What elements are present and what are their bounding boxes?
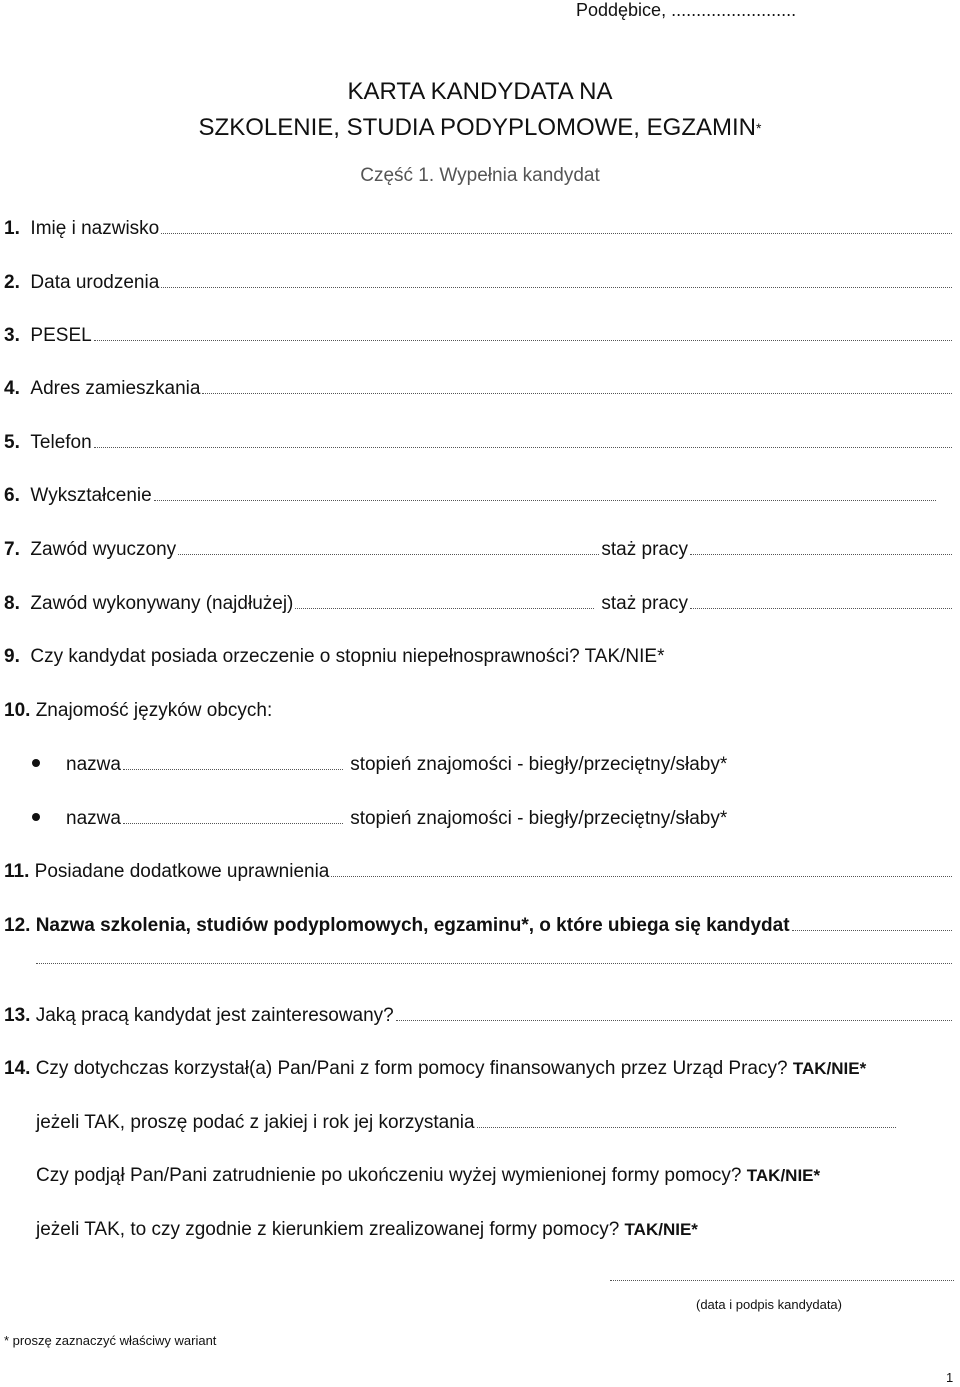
page-number: 1 [946, 1370, 954, 1385]
dotted-line [690, 607, 952, 609]
dotted-line [94, 339, 952, 341]
field-training-name[interactable]: 12. Nazwa szkolenia, studiów podyplomowych, egzaminu*, o które ubiega się kandydat [4, 915, 954, 937]
field-label-level: stopień znajomości - biegły/przeciętny/słaby* [350, 808, 728, 829]
place-date: Poddębice, ......................... [576, 0, 797, 20]
field-training-name-continued[interactable] [34, 962, 954, 968]
field-language-1[interactable] [32, 754, 772, 776]
title-line2-text: SZKOLENIE, STUDIA PODYPLOMOWE, EGZAMIN [198, 114, 756, 141]
field-current-profession[interactable]: 8. Zawód wykonywany (najdłużej) staż pracy [4, 593, 954, 615]
field-assistance-details[interactable] [36, 1112, 898, 1134]
part-subtitle: Część 1. Wypełnia kandydat [360, 165, 600, 186]
field-language-2[interactable] [32, 808, 772, 830]
field-label: Data urodzenia [30, 272, 160, 293]
field-label: Nazwa szkolenia, studiów podyplomowych, egzaminu*, o które ubiega się kandydat [35, 915, 790, 936]
dotted-line [202, 392, 952, 394]
field-label: Czy kandydat posiada orzeczenie o stopniu niepełnosprawności? TAK/NIE* [30, 646, 665, 667]
dotted-line [690, 553, 952, 555]
dotted-line [396, 1019, 952, 1021]
field-address[interactable]: 4. Adres zamieszkania [4, 378, 954, 400]
field-label: Czy podjął Pan/Pani zatrudnienie po ukończeniu wyżej wymienionej formy pomocy? [36, 1165, 742, 1186]
field-label-level: stopień znajomości - biegły/przeciętny/słaby* [350, 754, 728, 775]
field-label: Telefon [30, 432, 92, 453]
field-disability[interactable]: 9. Czy kandydat posiada orzeczenie o stopniu niepełnosprawności? TAK/NIE* [4, 646, 665, 667]
yes-no-option[interactable]: TAK/NIE* [624, 1220, 698, 1239]
dotted-line [331, 875, 952, 877]
field-label: Posiadane dodatkowe uprawnienia [34, 861, 330, 882]
field-label-seniority: staż pracy [601, 539, 688, 560]
signature-line[interactable] [610, 1268, 954, 1281]
field-label-seniority: staż pracy [601, 593, 688, 614]
field-desired-job[interactable]: 13. Jaką pracą kandydat jest zainteresowany? [4, 1005, 954, 1027]
field-qualifications[interactable]: 11. Posiadane dodatkowe uprawnienia [4, 861, 954, 883]
field-label: Imię i nazwisko [30, 218, 160, 239]
field-label: PESEL [30, 325, 92, 346]
field-full-name[interactable]: 1. Imię i nazwisko [4, 218, 954, 240]
dotted-line [792, 929, 952, 931]
field-label: Zawód wykonywany (najdłużej) [30, 593, 294, 614]
field-pesel[interactable]: 3. PESEL [4, 325, 954, 347]
dotted-line [123, 822, 343, 824]
field-label: Adres zamieszkania [30, 378, 201, 399]
field-label: Wykształcenie [30, 485, 152, 506]
field-label: nazwa [66, 808, 121, 829]
field-birth-date[interactable]: 2. Data urodzenia [4, 272, 954, 294]
dotted-line [94, 446, 952, 448]
field-languages: 10. Znajomość języków obcych: [4, 700, 273, 721]
bullet-icon [32, 813, 40, 821]
field-phone[interactable]: 5. Telefon [4, 432, 954, 454]
dotted-line [295, 607, 594, 609]
field-label: Czy dotychczas korzystał(a) Pan/Pani z form pomocy finansowanych przez Urząd Pracy? [35, 1058, 788, 1079]
dotted-line [477, 1126, 896, 1128]
field-label: jeżeli TAK, to czy zgodnie z kierunkiem zrealizowanej formy pomocy? [36, 1219, 620, 1240]
dotted-line [36, 962, 952, 964]
title-line2 [0, 114, 960, 142]
dotted-line [161, 232, 952, 234]
field-label: jeżeli TAK, proszę podać z jakiej i rok jej korzystania [36, 1112, 475, 1133]
field-prior-assistance[interactable]: 14. Czy dotychczas korzystał(a) Pan/Pani z form pomocy finansowanych przez Urząd Pracy? TAK/NIE* [4, 1058, 867, 1079]
footnote: * proszę zaznaczyć właściwy wariant [4, 1333, 217, 1348]
field-label: Jaką pracą kandydat jest zainteresowany? [35, 1005, 394, 1026]
dotted-line [161, 286, 952, 288]
field-education[interactable]: 6. Wykształcenie [4, 485, 938, 507]
yes-no-option[interactable]: TAK/NIE* [746, 1166, 821, 1185]
signature-caption: (data i podpis kandydata) [696, 1297, 842, 1312]
bullet-icon [32, 759, 40, 767]
field-label: nazwa [66, 754, 121, 775]
dotted-line [123, 768, 343, 770]
field-learned-profession[interactable]: 7. Zawód wyuczony staż pracy [4, 539, 954, 561]
dotted-line [178, 553, 599, 555]
field-employment-match[interactable] [36, 1219, 698, 1241]
yes-no-option[interactable]: TAK/NIE* [792, 1059, 867, 1078]
field-employment-after[interactable] [36, 1165, 820, 1187]
title-line1: KARTA KANDYDATA NA [347, 78, 613, 105]
title-asterisk: * [755, 120, 762, 136]
field-label: Zawód wyuczony [30, 539, 177, 560]
dotted-line [154, 499, 936, 501]
field-label: Znajomość języków obcych: [35, 700, 273, 721]
